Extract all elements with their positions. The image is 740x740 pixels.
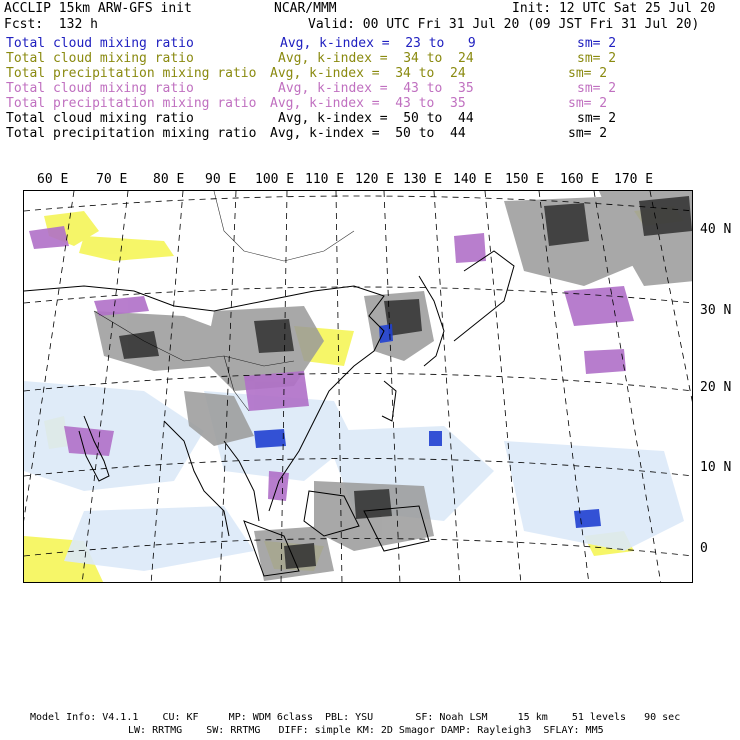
- valid-time: Valid: 00 UTC Fri 31 Jul 20 (09 JST Fri 31 Jul 20): [308, 17, 700, 32]
- lat-label: 10 N: [700, 460, 732, 475]
- forecast-hour: Fcst: 132 h: [4, 17, 98, 32]
- lon-label: 100 E: [255, 172, 295, 187]
- legend-row: [0, 96, 740, 111]
- legend-sm: sm= 2: [568, 66, 608, 81]
- lon-label: 170 E: [614, 172, 654, 187]
- legend-sm: sm= 2: [568, 96, 608, 111]
- institution-label: NCAR/MMM: [274, 1, 337, 16]
- legend-sm: sm= 2: [577, 36, 617, 51]
- legend-sm: sm= 2: [577, 111, 617, 126]
- legend-field: Total cloud mixing ratio: [6, 51, 194, 66]
- lon-label: 90 E: [205, 172, 237, 187]
- legend-field: Total precipitation mixing ratio: [6, 66, 257, 81]
- model-title: ACCLIP 15km ARW-GFS init: [4, 1, 192, 16]
- legend-sm: sm= 2: [577, 51, 617, 66]
- legend-avg: Avg, k-index = 34 to 24: [270, 66, 466, 81]
- legend-avg: Avg, k-index = 43 to 35: [270, 96, 466, 111]
- legend-row: [0, 126, 740, 141]
- lat-label: 40 N: [700, 222, 732, 237]
- lon-label: 160 E: [560, 172, 600, 187]
- legend-avg: Avg, k-index = 43 to 35: [278, 81, 474, 96]
- legend-row: [0, 66, 740, 81]
- lat-label: 20 N: [700, 380, 732, 395]
- forecast-map: [23, 190, 693, 583]
- lon-label: 60 E: [37, 172, 69, 187]
- lon-label: 150 E: [505, 172, 545, 187]
- init-time: Init: 12 UTC Sat 25 Jul 20: [512, 1, 716, 16]
- lon-label: 130 E: [403, 172, 443, 187]
- legend-sm: sm= 2: [577, 81, 617, 96]
- map-canvas: [24, 191, 693, 583]
- lon-label: 80 E: [153, 172, 185, 187]
- lon-label: 140 E: [453, 172, 493, 187]
- legend-avg: Avg, k-index = 50 to 44: [278, 111, 474, 126]
- lon-label: 110 E: [305, 172, 345, 187]
- lon-label: 120 E: [355, 172, 395, 187]
- legend-avg: Avg, k-index = 23 to 9: [280, 36, 476, 51]
- legend-avg: Avg, k-index = 34 to 24: [278, 51, 474, 66]
- model-info-line1: Model Info: V4.1.1 CU: KF MP: WDM 6class PBL: YSU SF: Noah LSM 15 km 51 levels 90 sec: [30, 712, 681, 723]
- legend-field: Total precipitation mixing ratio: [6, 126, 257, 141]
- legend-row: [0, 51, 740, 66]
- legend-field: Total cloud mixing ratio: [6, 36, 194, 51]
- lon-label: 70 E: [96, 172, 128, 187]
- legend-field: Total cloud mixing ratio: [6, 111, 194, 126]
- legend-avg: Avg, k-index = 50 to 44: [270, 126, 466, 141]
- model-info-line2: LW: RRTMG SW: RRTMG DIFF: simple KM: 2D Smagor DAMP: Rayleigh3 SFLAY: MM5: [128, 725, 604, 736]
- legend-sm: sm= 2: [568, 126, 608, 141]
- legend-row: [0, 36, 740, 51]
- lat-label: 30 N: [700, 303, 732, 318]
- lat-label: 0: [700, 541, 708, 556]
- legend-row: [0, 111, 740, 126]
- legend-field: Total cloud mixing ratio: [6, 81, 194, 96]
- legend-field: Total precipitation mixing ratio: [6, 96, 257, 111]
- legend-row: [0, 81, 740, 96]
